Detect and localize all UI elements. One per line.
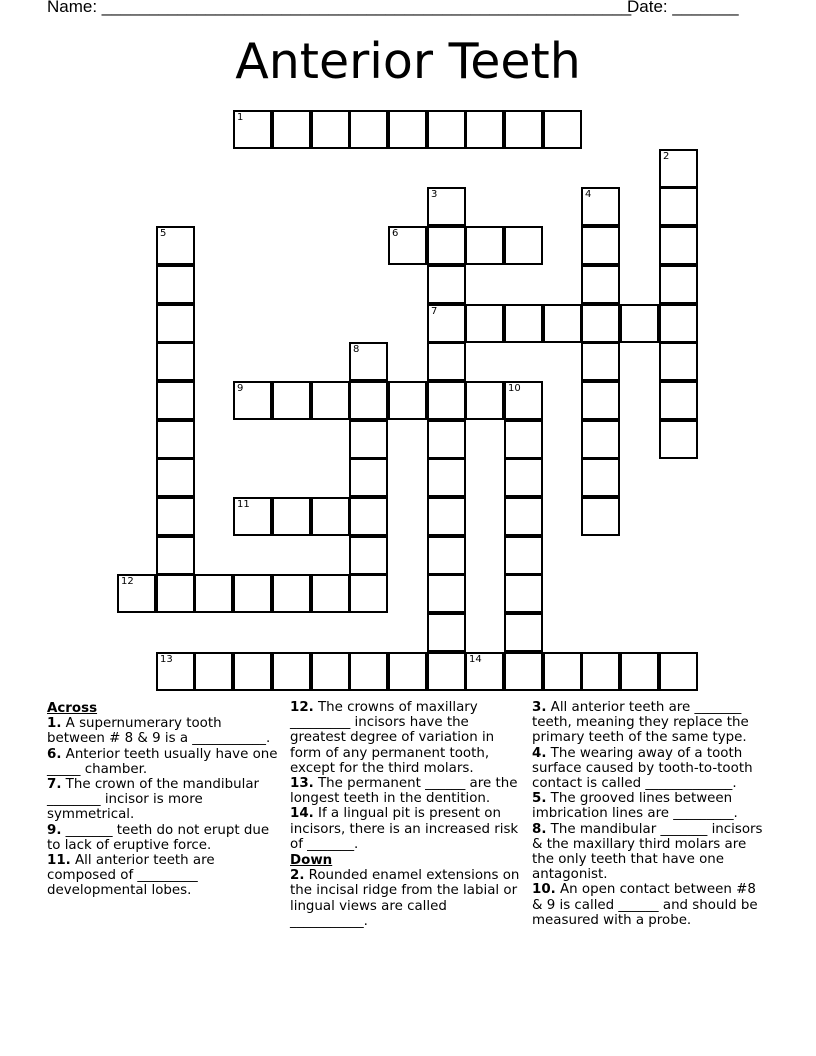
clue-item-text: An open contact between #8 & 9 is called ______ and should be measured with a probe. (532, 882, 758, 928)
grid-cell[interactable] (427, 574, 466, 613)
grid-cell[interactable] (543, 110, 582, 149)
grid-cell[interactable] (427, 497, 466, 536)
clue-item (290, 868, 522, 929)
grid-cell[interactable] (427, 187, 466, 226)
grid-cell[interactable] (427, 110, 466, 149)
grid-cell[interactable] (349, 497, 388, 536)
grid-cell[interactable] (581, 420, 620, 459)
clue-number: 2 (663, 151, 670, 162)
clue-number: 14 (469, 654, 482, 665)
grid-cell[interactable] (427, 304, 466, 343)
clue-item-number: 1. (47, 716, 62, 732)
grid-cell[interactable] (581, 497, 620, 536)
clue-item-text: All anterior teeth are _______ teeth, meaning they replace the primary teeth of the same type. (532, 700, 749, 746)
clue-item-text: The mandibular _______ incisors & the maxillary third molars are the only teeth that have one antagonist. (532, 821, 763, 883)
grid-cell[interactable] (156, 226, 195, 265)
clue-item (290, 700, 522, 776)
clue-item-text: Anterior teeth usually have one _____ chamber. (47, 746, 278, 777)
clue-item-text: A supernumerary tooth between # 8 & 9 is a ___________. (47, 716, 271, 747)
grid-cell[interactable] (543, 652, 582, 691)
clue-item (532, 746, 764, 792)
name-field-label: Name: ________________________________________________________ (47, 0, 632, 16)
grid-cell[interactable] (156, 304, 195, 343)
grid-cell[interactable] (156, 574, 195, 613)
clue-item-number: 10. (532, 882, 556, 898)
grid-cell[interactable] (427, 613, 466, 652)
grid-cell[interactable] (504, 226, 543, 265)
grid-cell[interactable] (659, 187, 698, 226)
grid-cell[interactable] (272, 574, 311, 613)
grid-cell[interactable] (349, 420, 388, 459)
page-title: Anterior Teeth (235, 33, 581, 90)
grid-cell[interactable] (156, 536, 195, 575)
clues-column-1 (47, 700, 279, 899)
clue-item-text: The wearing away of a tooth surface caused by tooth-to-tooth contact is called _____________. (532, 745, 753, 792)
clue-number: 1 (237, 112, 244, 123)
grid-cell[interactable] (311, 110, 350, 149)
grid-cell[interactable] (349, 574, 388, 613)
clue-item (47, 823, 279, 853)
clue-number: 5 (160, 228, 167, 239)
clue-item-text: The permanent ______ are the longest teeth in the dentition. (290, 776, 518, 807)
grid-cell[interactable] (581, 652, 620, 691)
grid-cell[interactable] (272, 497, 311, 536)
grid-cell[interactable] (659, 420, 698, 459)
across-heading: Across (47, 701, 98, 716)
grid-cell[interactable] (427, 536, 466, 575)
clue-item (47, 716, 279, 746)
clue-item-text: _______ teeth do not erupt due to lack of eruptive force. (47, 822, 270, 853)
grid-cell[interactable] (659, 226, 698, 265)
grid-cell[interactable] (659, 652, 698, 691)
clue-number: 12 (121, 576, 134, 587)
grid-cell[interactable] (194, 652, 233, 691)
grid-cell[interactable] (233, 110, 272, 149)
grid-cell[interactable] (311, 381, 350, 420)
clue-item-text: If a lingual pit is present on incisors, there is an increased risk of _______. (290, 806, 519, 852)
clue-item-number: 2. (290, 868, 305, 884)
grid-cell[interactable] (427, 458, 466, 497)
clue-item-number: 8. (532, 821, 547, 837)
grid-cell[interactable] (504, 458, 543, 497)
clue-item-number: 3. (532, 700, 547, 715)
grid-cell[interactable] (117, 574, 156, 613)
clue-number: 7 (431, 306, 438, 317)
clue-item-number: 11. (47, 853, 71, 869)
grid-cell[interactable] (427, 381, 466, 420)
grid-cell[interactable] (349, 536, 388, 575)
grid-cell[interactable] (504, 497, 543, 536)
clue-item-text: The grooved lines between imbrication lines are _________. (532, 791, 738, 822)
clue-item (532, 791, 764, 821)
grid-cell[interactable] (581, 304, 620, 343)
grid-cell[interactable] (156, 497, 195, 536)
grid-cell[interactable] (581, 226, 620, 265)
grid-cell[interactable] (504, 110, 543, 149)
grid-cell[interactable] (581, 265, 620, 304)
grid-cell[interactable] (659, 304, 698, 343)
clue-item-text: The crowns of maxillary _________ incisors have the greatest degree of variation in form of any permanent tooth, except for the third molars. (290, 700, 495, 776)
grid-cell[interactable] (659, 381, 698, 420)
clue-item-text: Rounded enamel extensions on the incisal ridge from the labial or lingual views are called ___________. (290, 868, 520, 929)
clue-number: 3 (431, 189, 438, 200)
grid-cell[interactable] (465, 226, 504, 265)
clue-item-text: All anterior teeth are composed of _________ developmental lobes. (47, 853, 215, 899)
grid-cell[interactable] (504, 381, 543, 420)
grid-cell[interactable] (504, 304, 543, 343)
grid-cell[interactable] (349, 110, 388, 149)
grid-cell[interactable] (427, 226, 466, 265)
grid-cell[interactable] (659, 342, 698, 381)
clue-item (47, 853, 279, 899)
grid-cell[interactable] (311, 652, 350, 691)
clue-item-number: 5. (532, 791, 547, 807)
grid-cell[interactable] (156, 652, 195, 691)
grid-cell[interactable] (311, 497, 350, 536)
grid-cell[interactable] (504, 613, 543, 652)
clue-item (47, 747, 279, 777)
clue-number: 11 (237, 499, 250, 510)
grid-cell[interactable] (620, 304, 659, 343)
clue-item (532, 700, 764, 746)
grid-cell[interactable] (543, 304, 582, 343)
grid-cell[interactable] (427, 420, 466, 459)
clue-item-number: 9. (47, 822, 62, 838)
grid-cell[interactable] (659, 265, 698, 304)
grid-cell[interactable] (311, 574, 350, 613)
grid-cell[interactable] (581, 342, 620, 381)
grid-cell[interactable] (156, 420, 195, 459)
clue-item-number: 6. (47, 746, 62, 762)
grid-cell[interactable] (233, 652, 272, 691)
clue-number: 9 (237, 383, 244, 394)
grid-cell[interactable] (156, 265, 195, 304)
clue-item (290, 806, 522, 852)
grid-cell[interactable] (388, 226, 427, 265)
clue-item (532, 822, 764, 883)
grid-cell[interactable] (504, 536, 543, 575)
clue-item-number: 12. (290, 700, 314, 715)
grid-cell[interactable] (349, 342, 388, 381)
grid-cell[interactable] (581, 187, 620, 226)
grid-cell[interactable] (427, 652, 466, 691)
clue-item-number: 7. (47, 777, 62, 793)
grid-cell[interactable] (427, 265, 466, 304)
grid-cell[interactable] (465, 652, 504, 691)
clue-number: 10 (508, 383, 521, 394)
clue-item (290, 776, 522, 806)
grid-cell[interactable] (620, 652, 659, 691)
grid-cell[interactable] (272, 652, 311, 691)
grid-cell[interactable] (156, 458, 195, 497)
grid-cell[interactable] (504, 574, 543, 613)
grid-cell[interactable] (504, 652, 543, 691)
grid-cell[interactable] (194, 574, 233, 613)
clue-item-number: 13. (290, 776, 314, 792)
grid-cell[interactable] (427, 342, 466, 381)
clue-number: 8 (353, 344, 360, 355)
clues-column-3 (532, 700, 764, 928)
grid-cell[interactable] (156, 381, 195, 420)
grid-cell[interactable] (581, 458, 620, 497)
clue-number: 6 (392, 228, 399, 239)
grid-cell[interactable] (349, 458, 388, 497)
grid-cell[interactable] (233, 497, 272, 536)
grid-cell[interactable] (233, 574, 272, 613)
clue-number: 13 (160, 654, 173, 665)
clues-column-2 (290, 700, 522, 929)
grid-cell[interactable] (465, 110, 504, 149)
clue-item-text: The crown of the mandibular ________ incisor is more symmetrical. (47, 777, 260, 823)
date-field-label: Date: _______ (627, 0, 739, 16)
grid-cell[interactable] (465, 304, 504, 343)
grid-cell[interactable] (581, 381, 620, 420)
grid-cell[interactable] (388, 381, 427, 420)
grid-cell[interactable] (388, 110, 427, 149)
clue-item-number: 4. (532, 745, 547, 761)
grid-cell[interactable] (233, 381, 272, 420)
grid-cell[interactable] (388, 652, 427, 691)
down-heading: Down (290, 853, 333, 869)
grid-cell[interactable] (349, 381, 388, 420)
grid-cell[interactable] (272, 381, 311, 420)
grid-cell[interactable] (504, 420, 543, 459)
clue-item-number: 14. (290, 806, 314, 822)
clue-item (532, 882, 764, 928)
grid-cell[interactable] (659, 149, 698, 188)
grid-cell[interactable] (156, 342, 195, 381)
grid-cell[interactable] (465, 381, 504, 420)
clue-number: 4 (585, 189, 592, 200)
clue-item (47, 777, 279, 823)
grid-cell[interactable] (349, 652, 388, 691)
grid-cell[interactable] (272, 110, 311, 149)
